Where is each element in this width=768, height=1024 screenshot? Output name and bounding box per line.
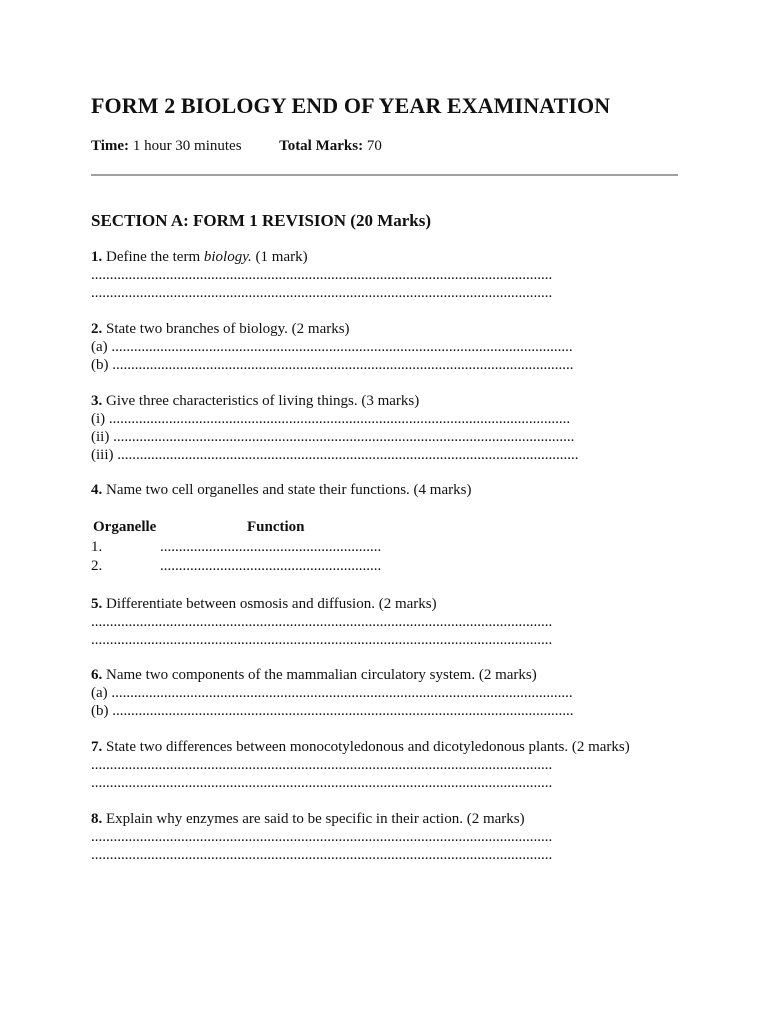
question-1 <box>91 248 691 302</box>
question-text: 5. Differentiate between osmosis and diffusion. (2 marks) <box>91 596 437 612</box>
section-title: SECTION A: FORM 1 REVISION (20 Marks) <box>91 211 432 230</box>
exam-title: FORM 2 BIOLOGY END OF YEAR EXAMINATION <box>91 93 611 118</box>
answer-line[interactable]: (i) ........................................................................................................................... <box>91 411 571 427</box>
answer-line[interactable]: ........................................................................................................................... <box>91 757 553 773</box>
question-3 <box>91 392 691 464</box>
answer-line[interactable]: ........................................................................................................................... <box>91 847 553 863</box>
question-text: 1. Define the term biology. (1 mark) <box>91 249 308 265</box>
question-text: 4. Name two cell organelles and state their functions. (4 marks) <box>91 482 472 498</box>
answer-line[interactable]: ........................................................................................................................... <box>91 267 553 283</box>
total-marks-label: Total Marks: <box>279 138 364 154</box>
answer-line[interactable]: (ii) ........................................................................................................................... <box>91 429 575 445</box>
question-text: 2. State two branches of biology. (2 marks) <box>91 321 350 337</box>
question-6 <box>91 666 691 720</box>
time-value: 1 hour 30 minutes <box>132 138 242 154</box>
column-header-function: Function <box>247 519 305 535</box>
time-label: Time: <box>91 138 130 154</box>
question-7 <box>91 738 691 792</box>
answer-line[interactable]: (a) ........................................................................................................................... <box>91 339 573 355</box>
answer-line[interactable]: (b) ........................................................................................................................... <box>91 703 574 719</box>
question-4 <box>91 481 691 499</box>
total-marks-value: 70 <box>366 138 382 154</box>
answer-line[interactable]: ........................................................................................................................... <box>91 632 553 648</box>
answer-line[interactable]: (b) ........................................................................................................................... <box>91 357 574 373</box>
header-divider <box>91 174 678 176</box>
question-2 <box>91 320 691 374</box>
answer-line[interactable]: ........................................................................................................................... <box>91 285 553 301</box>
question-text: 7. State two differences between monocotyledonous and dicotyledonous plants. (2 marks) <box>91 739 630 755</box>
exam-meta <box>91 138 382 155</box>
answer-line[interactable]: (iii) ........................................................................................................................... <box>91 447 579 463</box>
answer-line[interactable]: (a) ........................................................................................................................... <box>91 685 573 701</box>
exam-page: FORM 2 BIOLOGY END OF YEAR EXAMINATION Time: 1 hour 30 minutes Total Marks: 70 SECTION A: FORM 1 REVISION (20 Marks) 1. Define the term biology. (1 mark) ........................................................................................................................... ........................................................................................................................... 2. State two branches of biology. (2 marks) (a) ........................................................................................................................... (b) ........................................................................................................................... 3. Give three characteristics of living things. (3 marks) (i) ........................................................................................................................... (ii) ........................................................................................................................... (iii) ........................................................................................................................... 4. Name two cell organelles and state their functions. (4 marks) Organelle Function 1. ........................................................... 2. ........................................................... 5. Differentiate between osmosis and diffusion. (2 marks) ........................................................................................................................... ........................................................................................................................... 6. Name two components of the mammalian circulatory system. (2 marks) (a) ........................................................................................................................... (b) ........................................................................................................................... 7. State two differences between monocotyledonous and dicotyledonous plants. (2 marks) ........................................................................................................................... ........................................................................................................................... 8. Explain why enzymes are said to be specific in their action. (2 marks) ........................................................................................................................... ........................................................................................................................... <box>0 0 768 1024</box>
question-5 <box>91 595 691 649</box>
answer-line[interactable]: ........................................................... <box>160 558 382 574</box>
question-text: 8. Explain why enzymes are said to be specific in their action. (2 marks) <box>91 811 525 827</box>
answer-line[interactable]: ........................................................... <box>160 538 382 555</box>
question-text: 3. Give three characteristics of living things. (3 marks) <box>91 393 420 409</box>
answer-line[interactable]: ........................................................................................................................... <box>91 775 553 791</box>
question-text: 6. Name two components of the mammalian circulatory system. (2 marks) <box>91 667 537 683</box>
answer-line[interactable]: ........................................................................................................................... <box>91 614 553 630</box>
column-header-organelle: Organelle <box>93 519 157 535</box>
answer-line[interactable]: ........................................................................................................................... <box>91 829 553 845</box>
question-8 <box>91 810 691 864</box>
